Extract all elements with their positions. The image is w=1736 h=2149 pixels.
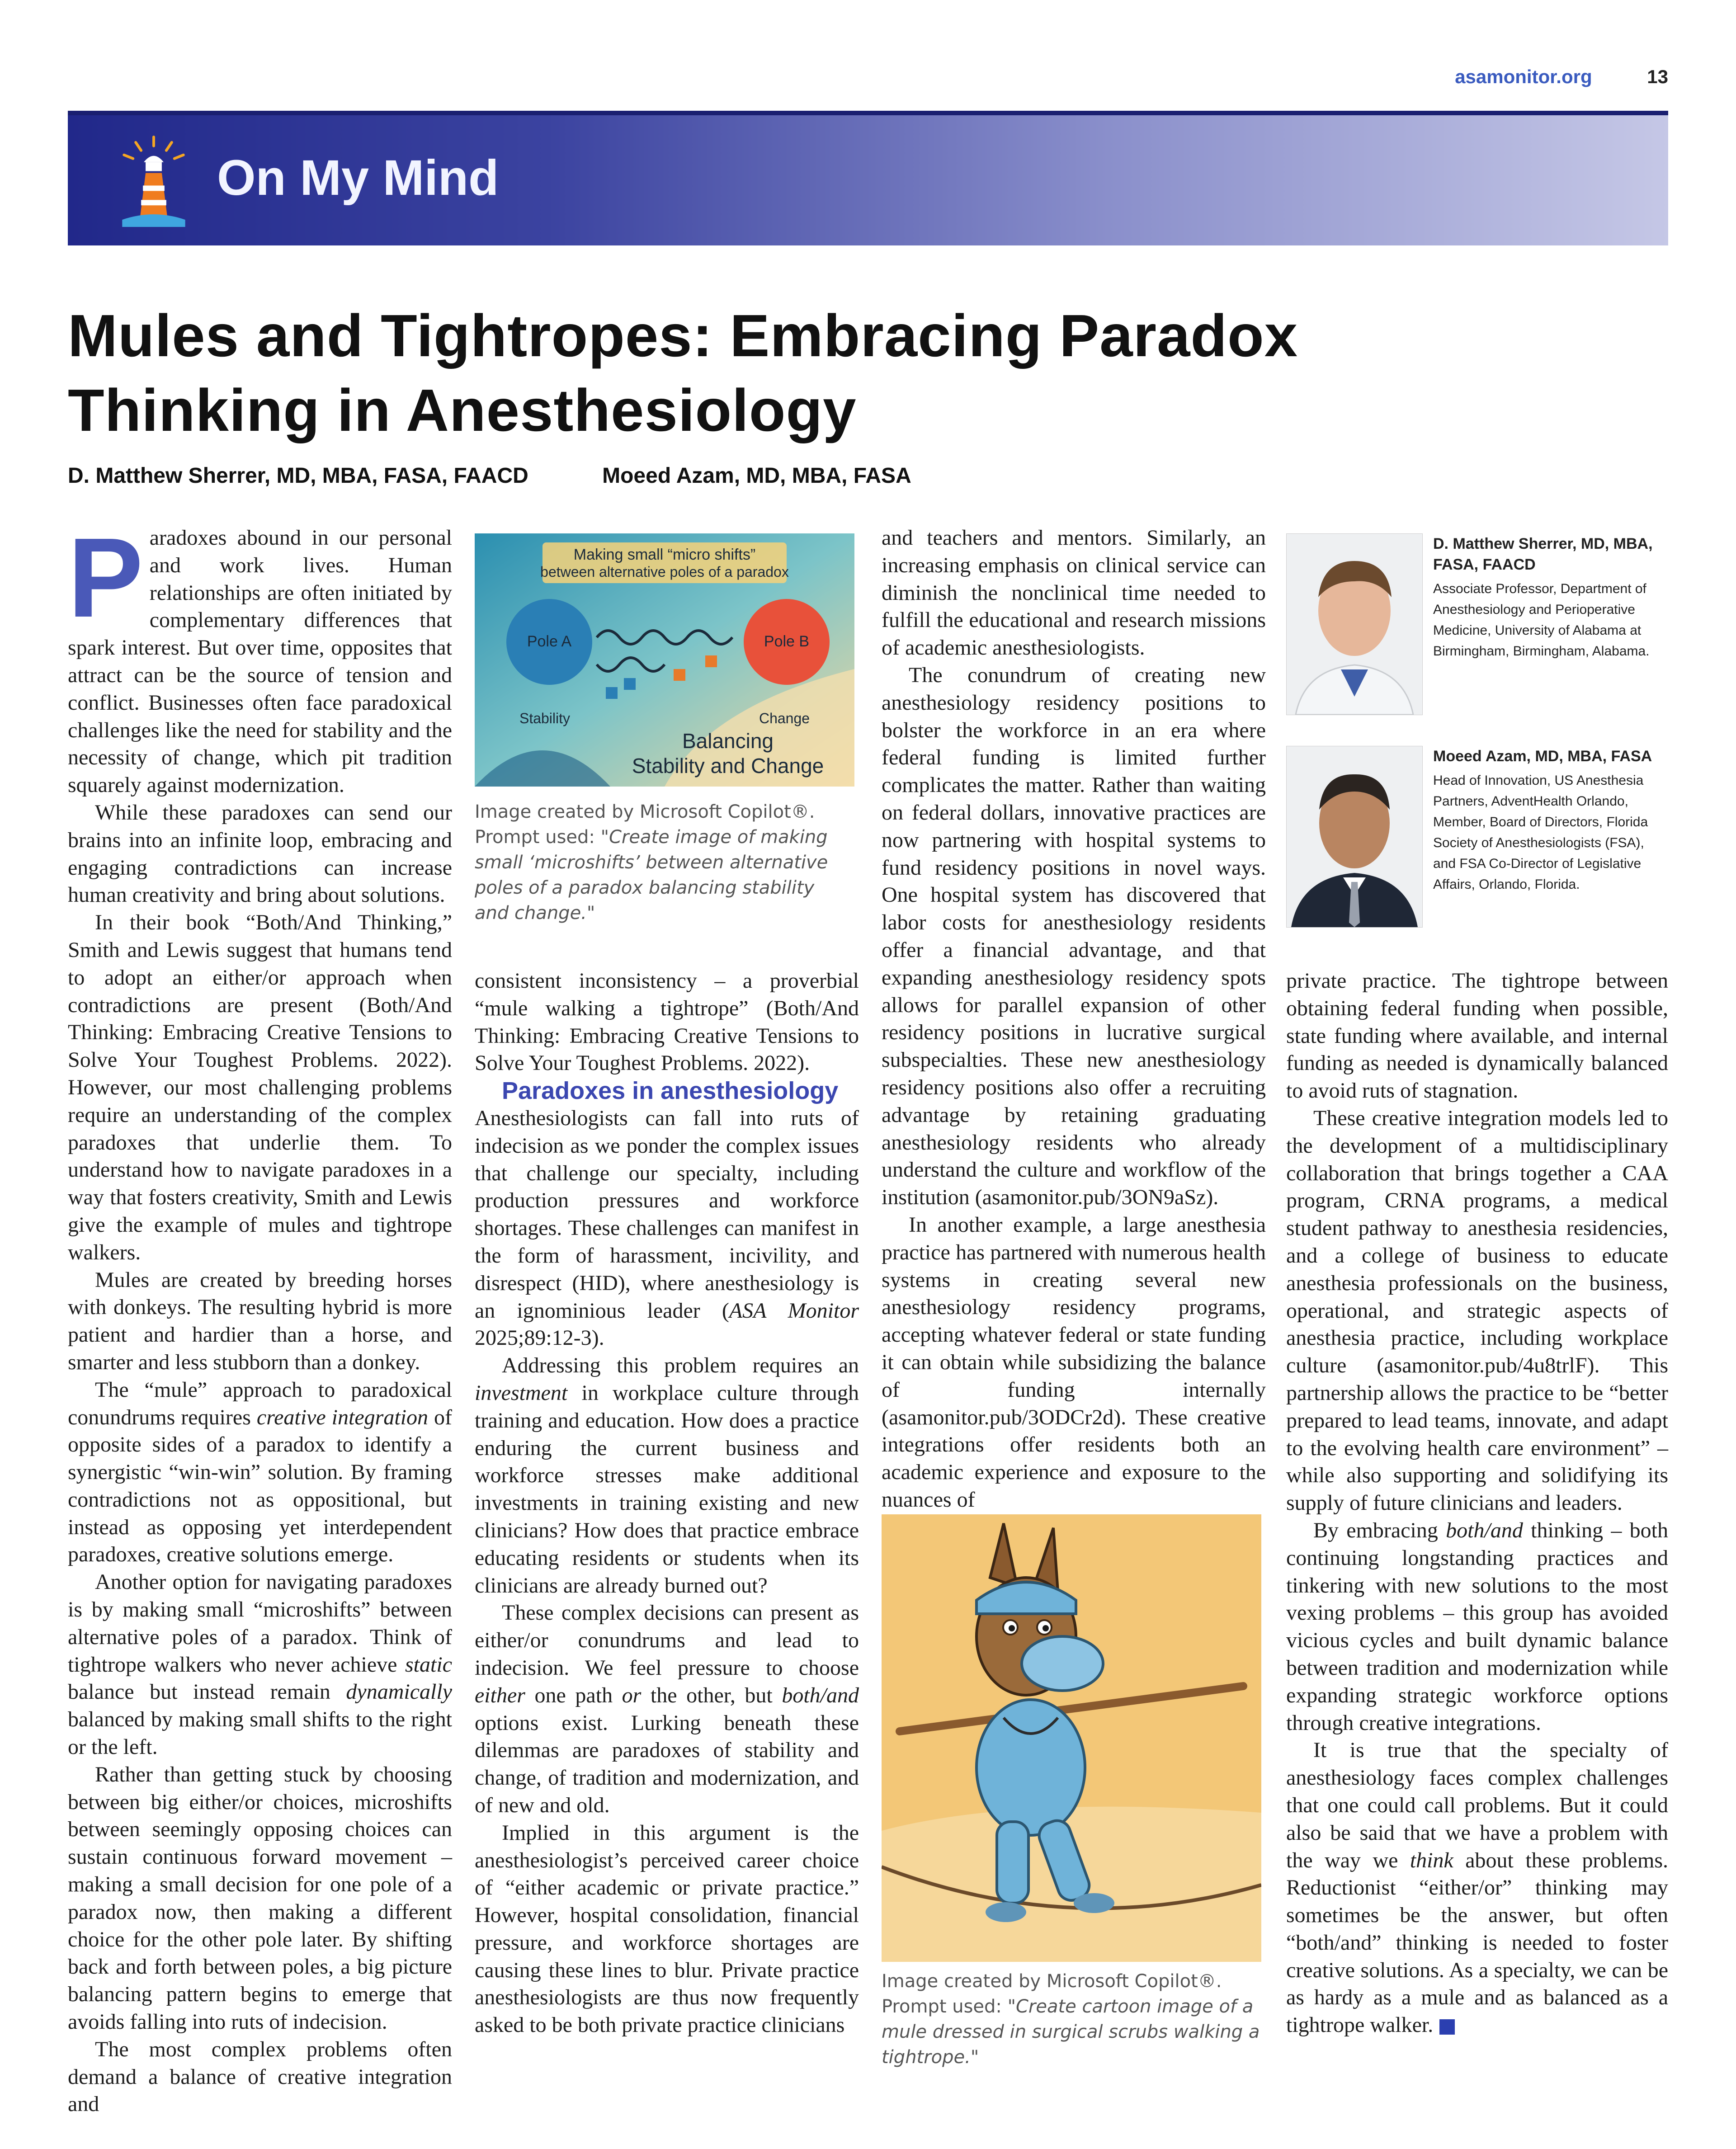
paragraph: By embracing both/and thinking – both continuing longstanding practices and tinkering with new solutions to the most vexing problems – this group has avoided vicious cycles and built dynamic balance between tradition and modernization while expanding strategic workforce options through creative integrations. [1286, 1518, 1669, 1735]
author-photo-sherrer [1286, 533, 1423, 715]
lighthouse-icon [113, 133, 194, 231]
section-subhead: Paradoxes in anesthesiology [502, 1077, 839, 1105]
author-2: Moeed Azam, MD, MBA, FASA [602, 464, 911, 488]
headline-line-2: Thinking in Anesthesiology [68, 377, 857, 443]
pole-b-label: Pole B [764, 633, 810, 650]
paradox-illustration [475, 533, 854, 787]
article-headline [68, 298, 1668, 448]
bio-name-line: D. Matthew Sherrer, MD, MBA, [1433, 535, 1653, 552]
section-banner [68, 111, 1668, 245]
change-label: Change [759, 710, 810, 726]
scrubs-body [976, 1700, 1085, 1835]
paragraph: The most complex problems often demand a balance of creative integration and [68, 2037, 452, 2116]
section-title: On My Mind [217, 150, 499, 206]
headline-line-1: Mules and Tightropes: Embracing Paradox [68, 302, 1298, 369]
paragraph: and teachers and mentors. Similarly, an increasing emphasis on clinical service can diminish the nonclinical time needed to fulfill the educational and research missions of academic anesthesiologists. [882, 526, 1266, 660]
end-mark [1439, 2019, 1455, 2035]
paragraph: It is true that the specialty of anesthesiology faces complex challenges that one could call problems. But it could also be said that we have a problem with the way we think about these problems. Reductionist “either/or” thinking may sometimes be the answer, but often “both/and” thinking is needed to foster creative solutions. As a specialty, we can be as hardy as a mule and as balanced as a tightrope walker. [1286, 1738, 1668, 2037]
author-bio-sherrer [1433, 533, 1668, 662]
paragraph: Anesthesiologists can fall into ruts of indecision as we ponder the complex issues that challenge our specialty, including production pressures and workforce shortages. These challenges can manifest in the form of harassment, incivility, and disrespect (HID), where anesthesiology is an ignominious leader (ASA Monitor 2025;89:12-3). [475, 1106, 859, 1350]
drop-cap: P [68, 514, 143, 641]
paragraph: Implied in this argument is the anesthesiologist’s perceived career choice of “either academic or private practice.” However, hospital consolidation, financial pressure, and workforce shortages are causing these lines to blur. Private practice anesthesiologists are thus now frequently asked to be both private practice clinicians [475, 1820, 859, 2037]
bylines [68, 463, 979, 488]
site-url[interactable]: asamonitor.org [1455, 66, 1592, 87]
author-1: D. Matthew Sherrer, MD, MBA, FASA, FAACD [68, 464, 528, 488]
mule-illustration [882, 1514, 1261, 1962]
figure-title-2: between alternative poles of a paradox [540, 564, 789, 580]
paragraph: These creative integration models led to the development of a multidisciplinary collaboration that brings together a CAA program, CRNA programs, a medical student pathway to anesthesia residencies, and a college of business to educate anesthesia professionals on the business, operational, and strategic aspects of anesthesia practice, including workplace culture (asamonitor.pub/4u8trlF). This partnership allows the practice to be “better prepared to lead teams, innovate, and adapt to the evolving health care environment” – while also supporting and solidifying its supply of future clinicians and leaders. [1286, 1106, 1668, 1515]
paragraph: These complex decisions can present as either/or conundrums and lead to indecision. We feel pressure to choose either one path or the other, but both/and options exist. Lurking beneath these dilemmas are paradoxes of stability and change, of tradition and modernization, and of new and old. [475, 1601, 859, 1817]
paragraph: private practice. The tightrope between obtaining federal funding when possible, state funding where available, and internal funding as needed is dynamically balanced to avoid ruts of stagnation. [1286, 969, 1668, 1103]
column-3 [882, 524, 1266, 1514]
column-1 [68, 514, 452, 2118]
bio-description: Associate Professor, Department of Anesthesiology and Perioperative Medicine, University of Alabama at Birmingham, Birmingham, Alabama. [1433, 581, 1650, 659]
paragraph: consistent inconsistency – a proverbial “mule walking a tightrope” (Both/And Thinking: Embracing Creative Tensions to Solve Your Toughest Problems. 2022). [475, 969, 859, 1075]
surgical-mask [1022, 1636, 1103, 1691]
pole-a-label: Pole A [527, 633, 572, 650]
paragraph: Rather than getting stuck by choosing between big either/or choices, microshifts between seemingly opposing choices can sustain continuous forward movement – making a small decision for one pole of a paradox now, then making a different choice for the other pole later. By shifting back and forth between poles, a big picture balancing pattern begins to emerge that avoids falling into ruts of indecision. [68, 1762, 452, 2034]
figure-title-1: Making small “micro shifts” [573, 546, 756, 563]
balance-label-2: Stability and Change [632, 754, 824, 778]
bio-name-line: FASA, FAACD [1433, 556, 1536, 573]
figure-2-caption: Image created by Microsoft Copilot®. Prompt used: "Create cartoon image of a mule dressed in surgical scrubs walking a tightrope." [882, 1971, 1260, 2068]
paragraph: In another example, a large anesthesia practice has partnered with numerous health systems in creating several new anesthesiology residency programs, accepting whatever federal or state funding it can obtain while subsidizing the balance of funding internally (asamonitor.pub/3ODCr2d). These creative integrations offer residents both an academic experience and exposure to the nuances of [882, 1212, 1266, 1512]
paragraph: The conundrum of creating new anesthesiology residency positions to bolster the workforce in an era where federal funding is limited further complicates the matter. Rather than waiting on federal dollars, innovative practices are now partnering with hospital systems to fund residency positions in novel ways. One hospital system has discovered that labor costs for anesthesiology residents offer a financial advantage, and that expanding anesthesiology residency spots allows for parallel expansion of other residency positions in lucrative surgical subspecialties. These new anesthesiology residency positions also offer a recruiting advantage by retaining graduating anesthesiology residents who already understand the culture and workflow of the institution (asamonitor.pub/3ON9aSz). [882, 663, 1266, 1210]
paragraph: The “mule” approach to paradoxical conundrums requires creative integration of opposite sides of a paradox to identify a synergistic “win-win” solution. By framing contradictions not as oppositional, but instead as opposing yet interdependent paradoxes, creative solutions emerge. [68, 1377, 452, 1567]
author-photo-azam [1286, 746, 1423, 928]
bio-name-line: Moeed Azam, MD, MBA, FASA [1433, 748, 1652, 765]
stability-label: Stability [519, 710, 571, 726]
page-number: 13 [1647, 66, 1668, 87]
page-header [68, 66, 1668, 88]
column-2 [475, 967, 859, 2039]
balance-label-1: Balancing [682, 729, 774, 753]
paragraph: Mules are created by breeding horses with donkeys. The resulting hybrid is more patient and hardier than a horse, and smarter and less stubborn than a donkey. [68, 1268, 452, 1374]
column-4 [1286, 967, 1668, 2039]
author-bio-azam [1433, 746, 1668, 895]
paragraph: While these paradoxes can send our brains into an infinite loop, embracing and engaging contradictions can increase human creativity and bring about solutions. [68, 800, 452, 907]
bio-description: Head of Innovation, US Anesthesia Partners, AdventHealth Orlando, Member, Board of Directors, Florida Society of Anesthesiologists (FSA), and FSA Co-Director of Legislative Affairs, Orlando, Florida. [1433, 773, 1648, 892]
paragraph: In their book “Both/And Thinking,” Smith and Lewis suggest that humans tend to adopt an either/or approach when contradictions are present (Both/And Thinking: Embracing Creative Tensions to Solve Your Toughest Problems. 2022). However, our most challenging problems require an understanding of the complex paradoxes that underlie them. To understand how to navigate paradoxes in a way that fosters creativity, Smith and Lewis give the example of mules and tightrope walkers. [68, 910, 452, 1264]
paragraph: Another option for navigating paradoxes is by making small “microshifts” between alternative poles of a paradox. Think of tightrope walkers who never achieve static balance but instead remain dynamically balanced by making small shifts to the right or the left. [68, 1570, 452, 1759]
paragraph: Addressing this problem requires an investment in workplace culture through training and education. How does a practice enduring the current business and workforce stresses make additional investments in training existing and new clinicians? How does that practice embrace educating residents or students when its clinicians are already burned out? [475, 1353, 859, 1598]
figure-1-caption: Image created by Microsoft Copilot®. Prompt used: "Create image of making small ‘microshifts’ between alternative poles of a paradox balancing stability and change." [475, 801, 828, 924]
paragraph: Paradoxes abound in our personal and work lives. Human relationships are often initiated by complementary differences that spark interest. But over time, opposites that attract can be the source of tension and conflict. Businesses often face paradoxical challenges like the need for stability and the necessity of change, which pit tradition squarely against modernization. [68, 514, 452, 797]
